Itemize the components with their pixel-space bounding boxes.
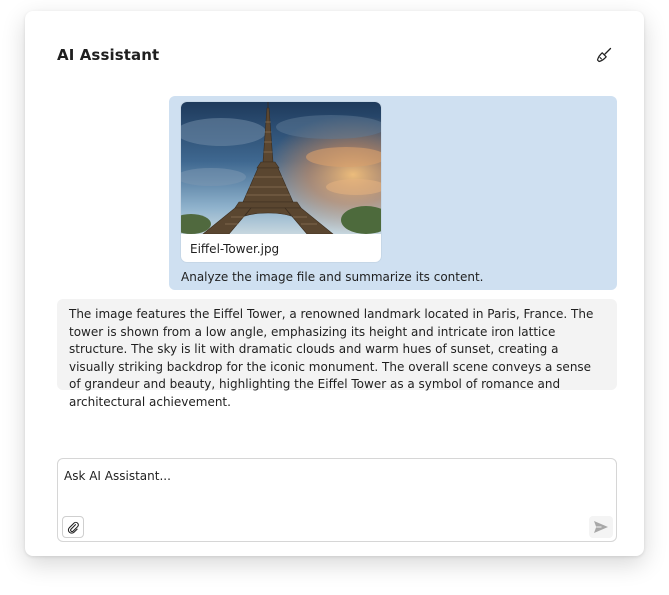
send-button[interactable] — [589, 516, 613, 538]
image-attachment-card[interactable] — [181, 102, 381, 262]
page-title: AI Assistant — [57, 46, 160, 64]
attachment-file-name: Eiffel-Tower.jpg — [190, 242, 280, 256]
eiffel-tower-thumbnail — [181, 102, 381, 234]
attach-file-button[interactable] — [62, 516, 84, 538]
user-message-text: Analyze the image file and summarize its content. — [181, 270, 484, 284]
message-composer — [57, 458, 617, 542]
user-message-bubble — [169, 96, 617, 290]
ai-message-text: The image features the Eiffel Tower, a renowned landmark located in Paris, France. The tower is shown from a low angle, emphasizing its height and intricate iron lattice structure. The sky is lit with dramatic clouds and warm hues of sunset, creating a visually striking backdrop for the iconic monument. The overall scene conveys a sense of grandeur and beauty, highlighting the Eiffel Tower as a symbol of romance and architectural achievement. — [69, 307, 594, 409]
chat-panel — [25, 11, 644, 556]
ai-message-bubble — [57, 299, 617, 409]
prompt-input[interactable] — [64, 469, 604, 483]
broom-icon — [596, 47, 612, 63]
chat-header — [57, 43, 616, 67]
clear-chat-button[interactable] — [592, 43, 616, 67]
paperclip-icon — [67, 521, 80, 534]
send-icon — [593, 520, 609, 534]
